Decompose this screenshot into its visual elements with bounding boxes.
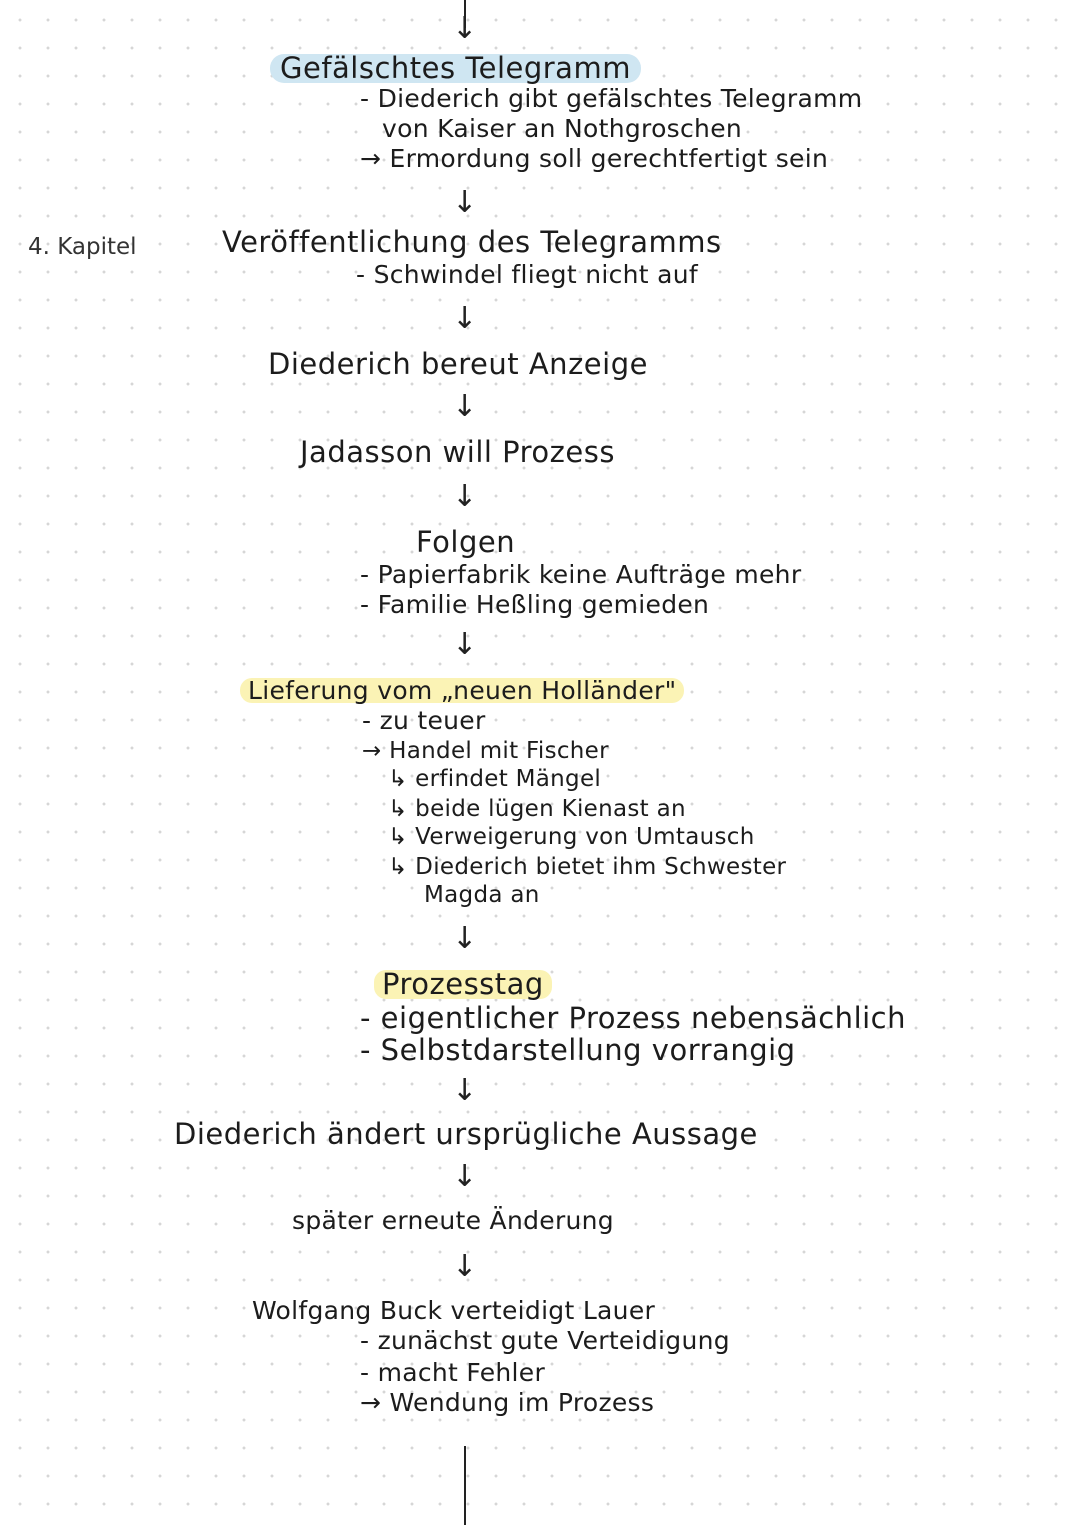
veroeffentlichung-line-1: - Schwindel fliegt nicht auf — [356, 260, 698, 289]
arrow-down-icon: ↓ — [452, 1073, 478, 1108]
prozesstag-line-2: - Selbstdarstellung vorrangig — [360, 1033, 796, 1067]
block-title-veroeffentlichung: Veröffentlichung des Telegramms — [222, 225, 722, 259]
telegramm-line-1: - Diederich gibt gefälschtes Telegramm — [360, 84, 863, 113]
prozesstag-line-1: - eigentlicher Prozess nebensächlich — [360, 1001, 907, 1035]
lieferung-line-5: ↳ Verweigerung von Umtausch — [388, 824, 755, 850]
block-title-spaeter: später erneute Änderung — [292, 1206, 614, 1235]
block-title-buck: Wolfgang Buck verteidigt Lauer — [252, 1296, 656, 1325]
arrow-down-icon: ↓ — [452, 11, 478, 46]
arrow-down-icon: ↓ — [452, 1159, 478, 1194]
block-title-telegramm: Gefälschtes Telegramm — [270, 54, 641, 83]
lieferung-line-4: ↳ beide lügen Kienast an — [388, 796, 686, 822]
arrow-down-icon: ↓ — [452, 479, 478, 514]
arrow-down-icon: ↓ — [452, 921, 478, 956]
bottom-connector-line — [464, 1446, 466, 1525]
buck-line-1: - zunächst gute Verteidigung — [360, 1326, 730, 1355]
arrow-down-icon: ↓ — [452, 301, 478, 336]
chapter-label: 4. Kapitel — [28, 234, 137, 260]
block-title-bereut: Diederich bereut Anzeige — [268, 347, 648, 381]
lieferung-line-3: ↳ erfindet Mängel — [388, 766, 602, 792]
buck-line-3: → Wendung im Prozess — [360, 1388, 655, 1417]
lieferung-line-7: Magda an — [424, 882, 540, 908]
lieferung-line-6: ↳ Diederich bietet ihm Schwester — [388, 854, 787, 880]
arrow-down-icon: ↓ — [452, 627, 478, 662]
arrow-down-icon: ↓ — [452, 389, 478, 424]
lieferung-line-1: - zu teuer — [362, 706, 486, 735]
arrow-down-icon: ↓ — [452, 1249, 478, 1284]
folgen-line-2: - Familie Heßling gemieden — [360, 590, 710, 619]
arrow-down-icon: ↓ — [452, 185, 478, 220]
block-title-jadasson: Jadasson will Prozess — [300, 435, 615, 469]
block-title-folgen: Folgen — [416, 525, 516, 559]
block-title-aendert: Diederich ändert ursprügliche Aussage — [174, 1117, 758, 1151]
folgen-line-1: - Papierfabrik keine Aufträge mehr — [360, 560, 802, 589]
lieferung-line-2: → Handel mit Fischer — [362, 738, 609, 764]
buck-line-2: - macht Fehler — [360, 1358, 546, 1387]
telegramm-line-2: von Kaiser an Nothgroschen — [382, 114, 743, 143]
block-title-lieferung: Lieferung vom „neuen Holländer" — [240, 678, 684, 703]
block-title-prozesstag: Prozesstag — [374, 970, 552, 999]
telegramm-line-3: → Ermordung soll gerechtfertigt sein — [360, 144, 829, 173]
